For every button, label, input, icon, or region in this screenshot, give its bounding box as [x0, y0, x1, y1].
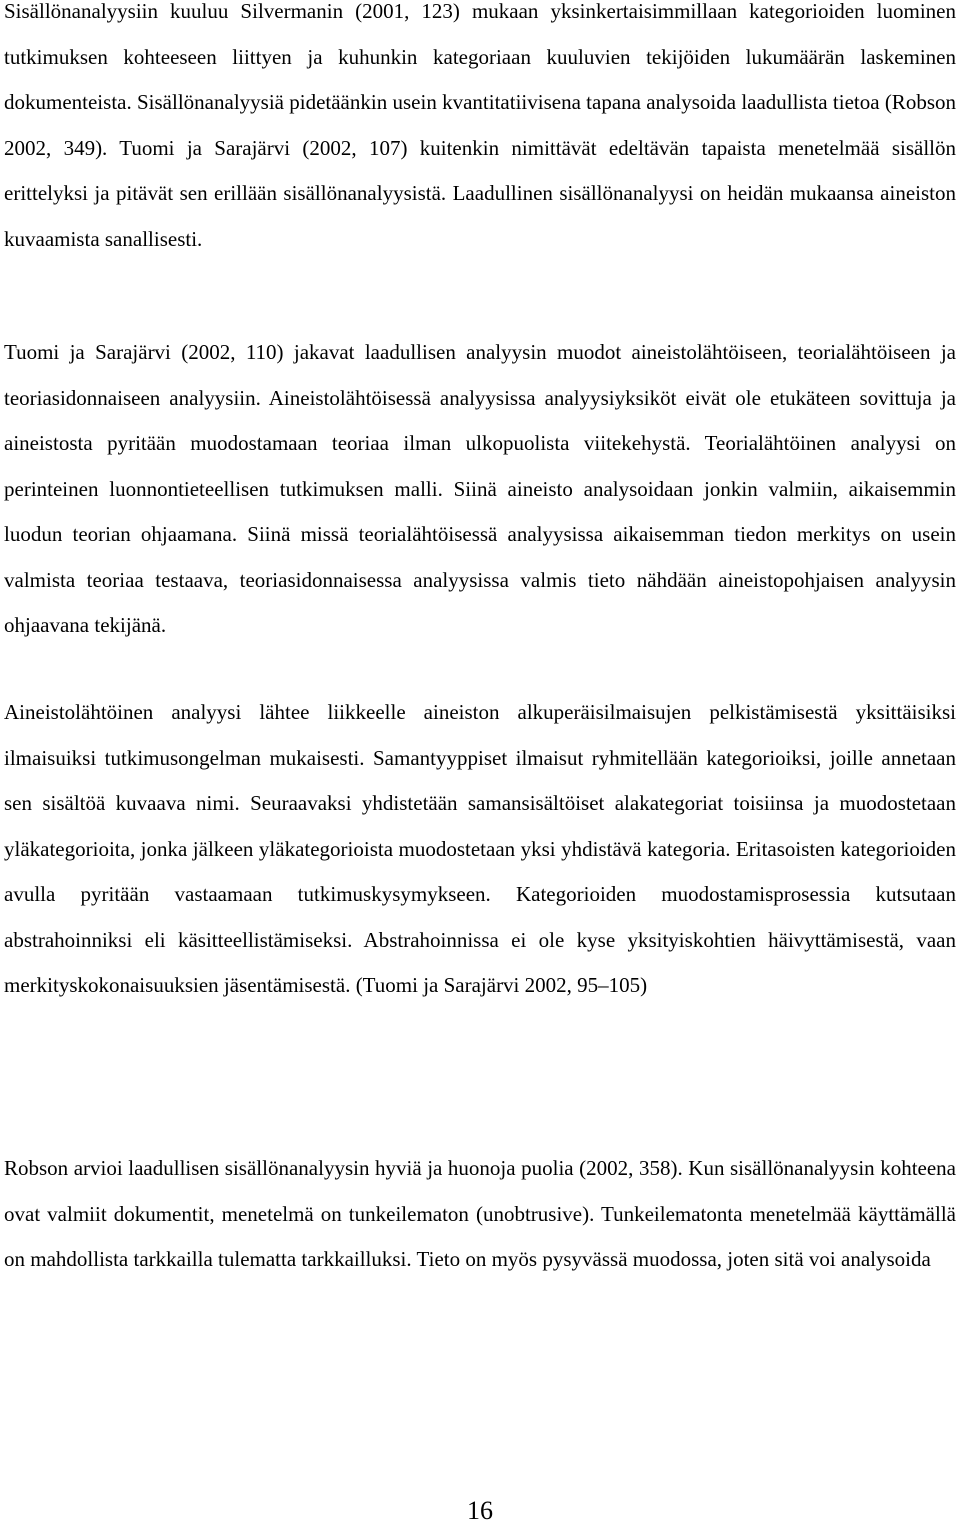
paragraph-data-driven-analysis: Aineistolähtöinen analyysi lähtee liikkeelle aineiston alkuperäisilmaisujen pelkistämisestä yksittäisiksi ilmaisuiksi tutkimusongelman mukaisesti. Samantyyppiset ilmaisut ryhmitellään kategorioiksi, joille annetaan sen sisältöä kuvaava nimi. Seuraavaksi yhdistetään samansisältöiset alakategoriat toisiinsa ja muodostetaan yläkategorioita, jonka jälkeen yläkategorioista muodostetaan yksi yhdistävä kategoria. Eritasoisten kategorioiden avulla pyritään vastaamaan tutkimuskysymykseen. Kategorioiden muodostamisprosessia kutsutaan abstrahoinniksi eli käsitteellistämiseksi. Abstrahoinnissa ei ole kyse yksityiskohtien häivyttämisestä, vaan merkityskokonaisuuksien jäsentämisestä. (Tuomi ja Sarajärvi 2002, 95–105) [4, 700, 956, 997]
paragraph-analysis-forms: Tuomi ja Sarajärvi (2002, 110) jakavat laadullisen analyysin muodot aineistolähtöiseen, teorialähtöiseen ja teoriasidonnaiseen analyysiin. Aineistolähtöisessä analyysissa analyysiyksiköt eivät ole etukäteen sovittuja ja aineistosta pyritään muodostamaan teoriaa ilman ulkopuolista viitekehystä. Teorialähtöinen analyysi on perinteinen luonnontieteellisen tutkimuksen malli. Siinä aineisto analysoidaan jonkin valmiin, aikaisemmin luodun teorian ohjaamana. Siinä missä teorialähtöisessä analyysissa aikaisemman tiedon merkitys on usein valmista teoriaa testaava, teoriasidonnaisessa analyysissa valmis tieto nähdään aineistopohjaisen analyysin ohjaavana tekijänä. [4, 340, 956, 637]
paragraph-robson-evaluation: Robson arvioi laadullisen sisällönanalyysin hyviä ja huonoja puolia (2002, 358). Kun sisällönanalyysin kohteena ovat valmiit dokumentit, menetelmä on tunkeilematon (unobtrusive). Tunkeilematonta menetelmää käyttämällä on mahdollista tarkkailla tulematta tarkkailluksi. Tieto on myös pysyvässä muodossa, joten sitä voi analysoida [4, 1156, 956, 1271]
paragraph-content-analysis-definition: Sisällönanalyysiin kuuluu Silvermanin (2001, 123) mukaan yksinkertaisimmillaan kategorioiden luominen tutkimuksen kohteeseen liittyen ja kuhunkin kategoriaan kuuluvien tekijöiden lukumäärän laskeminen dokumenteista. Sisällönanalyysiä pidetäänkin usein kvantitatiivisena tapana analysoida laadullista tietoa (Robson 2002, 349). Tuomi ja Sarajärvi (2002, 107) kuitenkin nimittävät edeltävän tapaista menetelmää sisällön erittelyksi ja pitävät sen erillään sisällönanalyysistä. Laadullinen sisällönanalyysi on heidän mukaansa aineiston kuvaamista sanallisesti. [4, 0, 956, 251]
page-number: 16 [467, 1496, 493, 1525]
document-page [4, 0, 956, 1528]
